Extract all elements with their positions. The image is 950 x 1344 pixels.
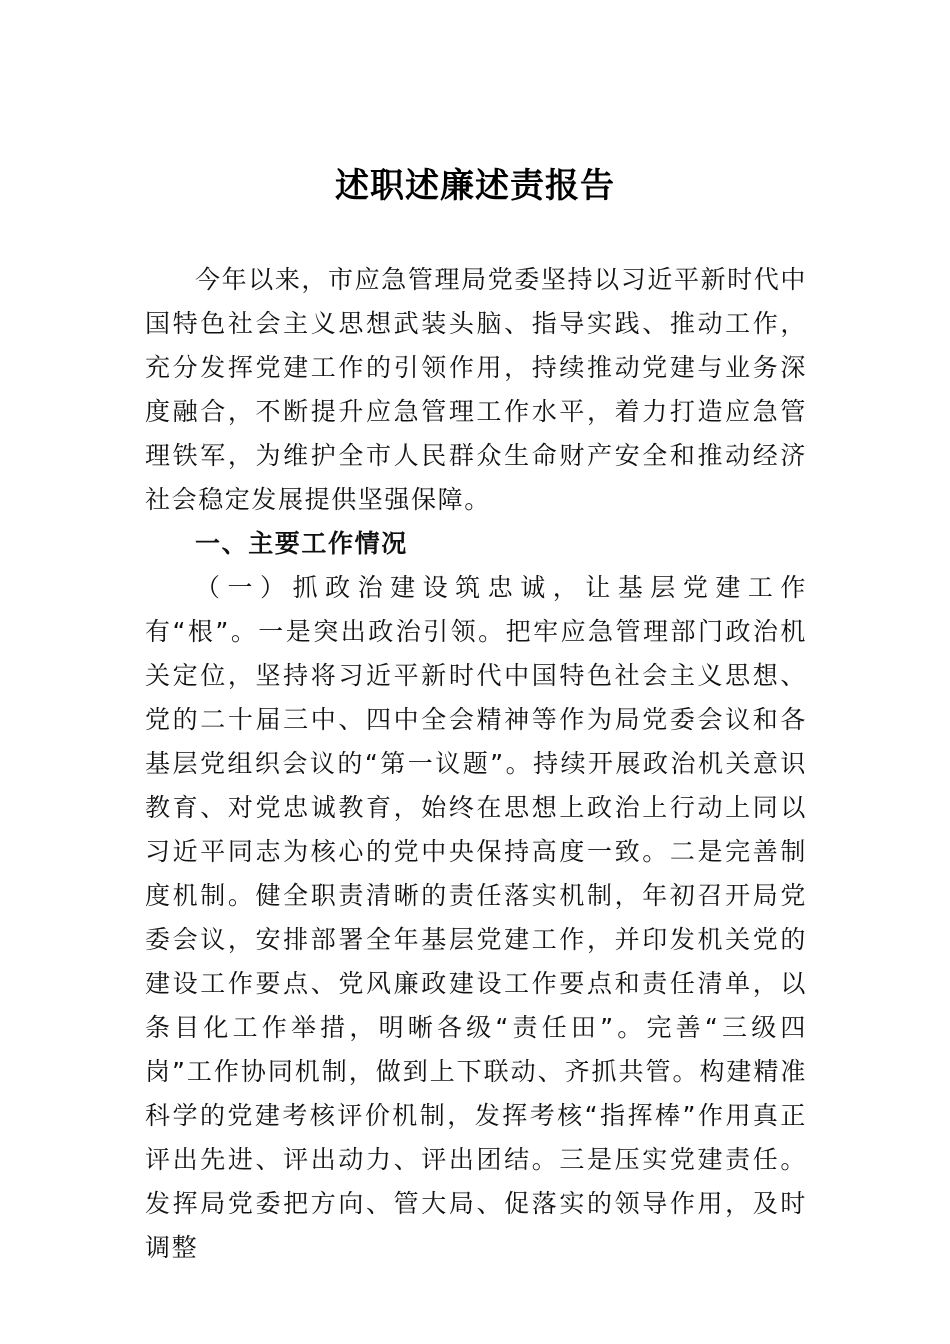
- document-body: [145, 258, 807, 1270]
- intro-paragraph: 今年以来，市应急管理局党委坚持以习近平新时代中国特色社会主义思想武装头脑、指导实践、推动工作，充分发挥党建工作的引领作用，持续推动党建与业务深度融合，不断提升应急管理工作水平，着力打造应急管理铁军，为维护全市人民群众生命财产安全和推动经济社会稳定发展提供坚强保障。: [145, 265, 807, 514]
- section-heading: 一、主要工作情况: [195, 529, 408, 558]
- body-paragraph: （一）抓政治建设筑忠诚，让基层党建工作有“根”。一是突出政治引领。把牢应急管理部门政治机关定位，坚持将习近平新时代中国特色社会主义思想、党的二十届三中、四中全会精神等作为局党委会议和各基层党组织会议的“第一议题”。持续开展政治机关意识教育、对党忠诚教育，始终在思想上政治上行动上同以习近平同志为核心的党中央保持高度一致。二是完善制度机制。健全职责清晰的责任落实机制，年初召开局党委会议，安排部署全年基层党建工作，并印发机关党的建设工作要点、党风廉政建设工作要点和责任清单，以条目化工作举措，明晰各级“责任田”。完善“三级四岗”工作协同机制，做到上下联动、齐抓共管。构建精准科学的党建考核评价机制，发挥考核“指挥棒”作用真正评出先进、评出动力、评出团结。三是压实党建责任。发挥局党委把方向、管大局、促落实的领导作用，及时调整: [145, 573, 807, 1262]
- document-title: 述职述廉述责报告: [335, 166, 615, 206]
